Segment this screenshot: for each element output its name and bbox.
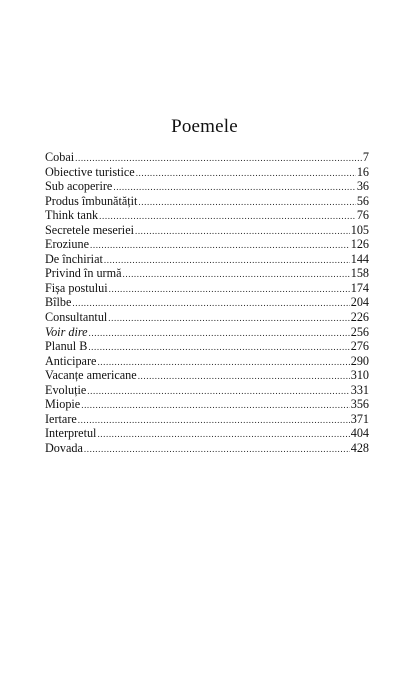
toc-entry (45, 281, 369, 296)
toc-dot-leader (90, 238, 350, 253)
toc-entry (45, 325, 369, 340)
toc-entry-page-number: 310 (350, 368, 369, 383)
toc-entry-title: Bîlbe (45, 295, 72, 310)
toc-dot-leader (72, 296, 349, 311)
toc-entry (45, 383, 369, 398)
toc-entry-title: Consultantul (45, 310, 108, 325)
toc-entry-page-number: 256 (350, 324, 369, 339)
toc-entry-page-number: 371 (350, 411, 369, 426)
toc-entry-page-number: 204 (350, 295, 369, 310)
toc-entry-title: Secretele meseriei (45, 222, 134, 237)
toc-dot-leader (84, 442, 350, 457)
toc-entry-title: Voir dire (45, 324, 88, 339)
toc-entry-title: Eroziune (45, 237, 89, 252)
toc-entry (45, 179, 369, 194)
toc-dot-leader (99, 209, 356, 224)
toc-dot-leader (88, 340, 349, 355)
toc-entry-title: Vacanțe americane (45, 368, 137, 383)
toc-entry (45, 237, 369, 252)
toc-entry (45, 339, 369, 354)
toc-dot-leader (81, 398, 350, 413)
toc-entry-title: Privind în urmă (45, 266, 122, 281)
toc-dot-leader (135, 224, 350, 239)
toc-entry-title: Evoluție (45, 382, 87, 397)
toc-entry (45, 208, 369, 223)
toc-entry-title: Sub acoperire (45, 179, 113, 194)
toc-dot-leader (138, 195, 355, 210)
toc-entry-page-number: 126 (350, 237, 369, 252)
toc-entry-page-number: 356 (350, 397, 369, 412)
toc-entry-page-number: 428 (350, 440, 369, 455)
toc-entry (45, 295, 369, 310)
toc-entry-page-number: 404 (350, 426, 369, 441)
toc-dot-leader (97, 355, 349, 370)
toc-entry (45, 368, 369, 383)
toc-dot-leader (136, 166, 356, 181)
toc-dot-leader (104, 253, 350, 268)
toc-dot-leader (78, 413, 350, 428)
toc-dot-leader (123, 267, 350, 282)
toc-dot-leader (87, 384, 349, 399)
toc-entry (45, 223, 369, 238)
toc-entry-title: Anticipare (45, 353, 97, 368)
toc-entry-title: Planul B (45, 339, 88, 354)
toc-entry-title: Iertare (45, 411, 77, 426)
toc-entry-title: Think tank (45, 208, 99, 223)
toc-entry-page-number: 276 (350, 339, 369, 354)
toc-entry (45, 194, 369, 209)
toc-entry (45, 266, 369, 281)
toc-entry-title: Miopie (45, 397, 81, 412)
toc-entry (45, 397, 369, 412)
table-of-contents (45, 150, 369, 455)
toc-entry (45, 252, 369, 267)
toc-entry-title: Interpretul (45, 426, 97, 441)
toc-entry-page-number: 36 (356, 179, 369, 194)
toc-entry (45, 354, 369, 369)
toc-dot-leader (138, 369, 350, 384)
toc-entry-title: Cobai (45, 150, 75, 164)
page-title: Poemele (171, 116, 238, 137)
toc-entry-page-number: 7 (362, 150, 369, 164)
toc-entry-page-number: 226 (350, 310, 369, 325)
toc-entry-title: Obiective turistice (45, 164, 135, 179)
toc-entry (45, 441, 369, 456)
toc-dot-leader (109, 282, 350, 297)
toc-entry-title: De închiriat (45, 251, 103, 266)
toc-entry-page-number: 331 (350, 382, 369, 397)
toc-entry-title: Fișa postului (45, 280, 108, 295)
toc-entry (45, 412, 369, 427)
toc-dot-leader (89, 326, 350, 341)
toc-entry-title: Dovada (45, 440, 83, 455)
toc-entry-page-number: 56 (356, 193, 369, 208)
toc-dot-leader (113, 180, 355, 195)
toc-entry-page-number: 290 (350, 353, 369, 368)
toc-entry-page-number: 158 (350, 266, 369, 281)
toc-dot-leader (108, 311, 349, 326)
toc-entry (45, 310, 369, 325)
toc-entry-page-number: 105 (350, 222, 369, 237)
toc-entry-page-number: 16 (356, 164, 369, 179)
toc-entry (45, 150, 369, 165)
toc-dot-leader (97, 427, 349, 442)
toc-entry-page-number: 144 (350, 251, 369, 266)
toc-entry-page-number: 174 (350, 280, 369, 295)
toc-entry-title: Produs îmbunătățit (45, 193, 138, 208)
toc-entry-page-number: 76 (356, 208, 369, 223)
toc-entry (45, 426, 369, 441)
toc-dot-leader (75, 151, 362, 166)
toc-entry (45, 165, 369, 180)
